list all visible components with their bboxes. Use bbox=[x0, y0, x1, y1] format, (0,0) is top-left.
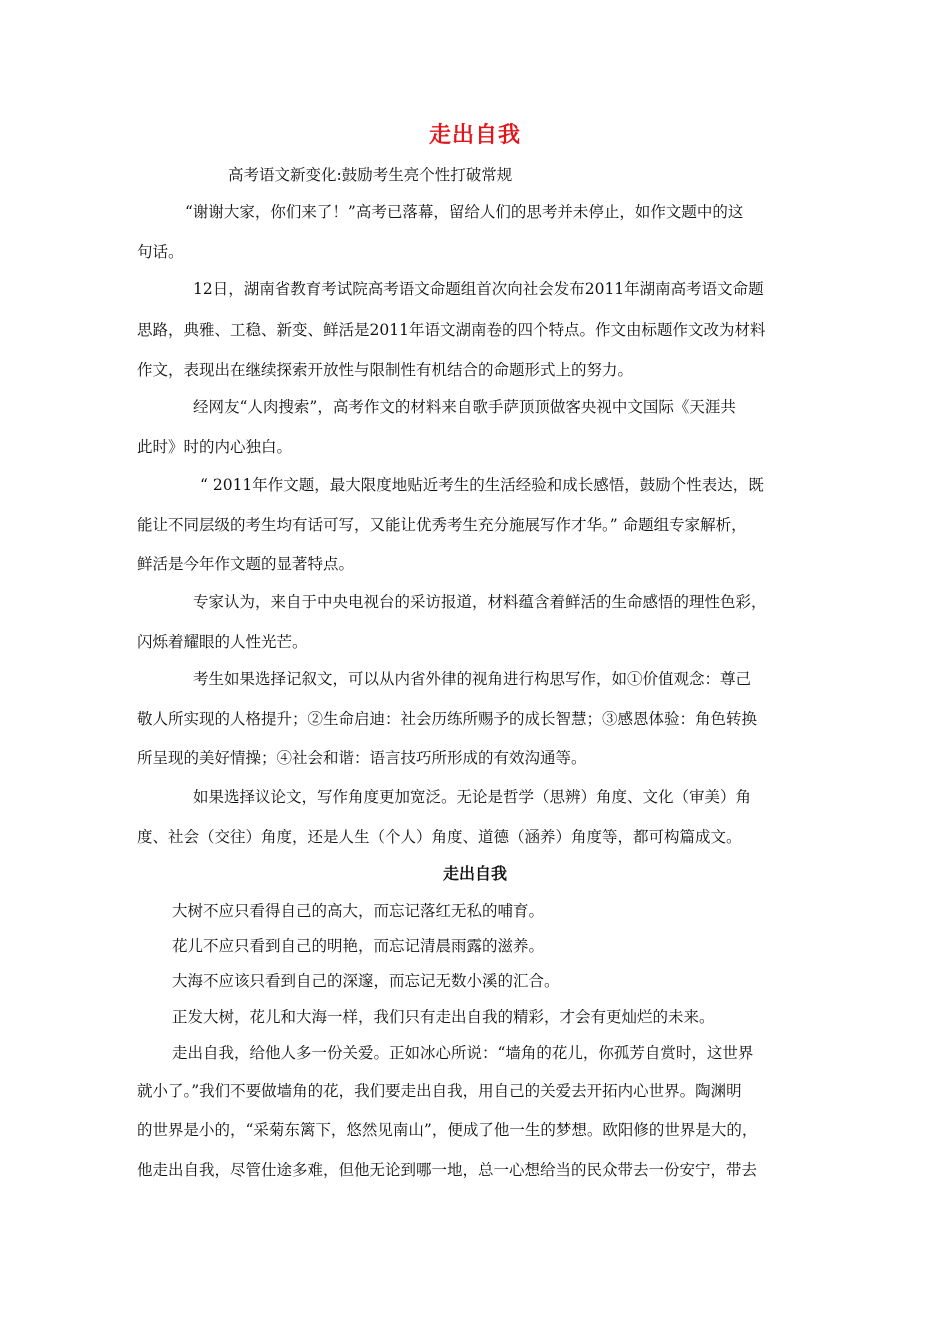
body-line: 如果选择议论文，写作角度更加宽泛。无论是哲学（思辨）角度、文化（审美）角 bbox=[193, 788, 752, 806]
body-line: 鲜活是今年作文题的显著特点。 bbox=[137, 555, 355, 573]
essay-line: 的世界是小的，“采菊东篱下，悠然见南山”，便成了他一生的梦想。欧阳修的世界是大的， bbox=[137, 1121, 758, 1139]
document-title: 走出自我 bbox=[428, 123, 521, 148]
body-line: 闪烁着耀眼的人性光芒。 bbox=[137, 633, 308, 651]
body-line: 此时》时的内心独白。 bbox=[137, 438, 293, 456]
body-line: 度、社会（交往）角度，还是人生（个人）角度、道德（涵养）角度等，都可构篇成文。 bbox=[137, 828, 742, 846]
document-subtitle: 高考语文新变化:鼓励考生亮个性打破常规 bbox=[228, 166, 513, 184]
essay-line: 大树不应只看得自己的高大，而忘记落红无私的哺育。 bbox=[172, 902, 545, 920]
body-line: “ 2011年作文题，最大限度地贴近考生的生活经验和成长感悟，鼓励个性表达，既 bbox=[200, 476, 764, 494]
essay-line: 就小了。”我们不要做墙角的花，我们要走出自我，用自己的关爱去开拓内心世界。陶渊明 bbox=[137, 1082, 742, 1100]
essay-line: 大海不应该只看到自己的深邃，而忘记无数小溪的汇合。 bbox=[172, 972, 560, 990]
body-line: 作文，表现出在继续探索开放性与限制性有机结合的命题形式上的努力。 bbox=[137, 361, 634, 379]
body-line: 专家认为，来自于中央电视台的采访报道，材料蕴含着鲜活的生命感悟的理性色彩， bbox=[193, 593, 767, 611]
body-line: 能让不同层级的考生均有话可写，又能让优秀考生充分施展写作才华。” 命题组专家解析， bbox=[137, 516, 747, 534]
essay-line: 花儿不应只看到自己的明艳，而忘记清晨雨露的滋养。 bbox=[172, 937, 545, 955]
essay-line: 正发大树，花儿和大海一样，我们只有走出自我的精彩，才会有更灿烂的未来。 bbox=[172, 1008, 715, 1026]
body-line: 敬人所实现的人格提升；②生命启迪：社会历练所赐予的成长智慧；③感恩体验：角色转换 bbox=[137, 710, 758, 728]
essay-line: 走出自我，给他人多一份关爱。正如冰心所说：“墙角的花儿，你孤芳自赏时，这世界 bbox=[172, 1044, 754, 1062]
essay-line: 他走出自我，尽管仕途多难，但他无论到哪一地，总一心想给当的民众带去一份安宁，带去 bbox=[137, 1161, 758, 1179]
essay-title: 走出自我 bbox=[442, 864, 507, 883]
body-line: “谢谢大家，你们来了！”高考已落幕，留给人们的思考并未停止，如作文题中的这 bbox=[185, 203, 744, 221]
body-line: 经网友“人肉搜索”，高考作文的材料来自歌手萨顶顶做客央视中文国际《天涯共 bbox=[193, 398, 736, 416]
body-line: 思路，典雅、工稳、新变、鲜活是2011年语文湖南卷的四个特点。作文由标题作文改为材料 bbox=[137, 321, 766, 339]
body-line: 句话。 bbox=[137, 243, 184, 261]
body-line: 所呈现的美好情操；④社会和谐：语言技巧所形成的有效沟通等。 bbox=[137, 749, 587, 767]
body-line: 12日，湖南省教育考试院高考语文命题组首次向社会发布2011年湖南高考语文命题 bbox=[193, 280, 764, 298]
body-line: 考生如果选择记叙文，可以从内省外律的视角进行构思写作，如①价值观念：尊己 bbox=[193, 670, 752, 688]
